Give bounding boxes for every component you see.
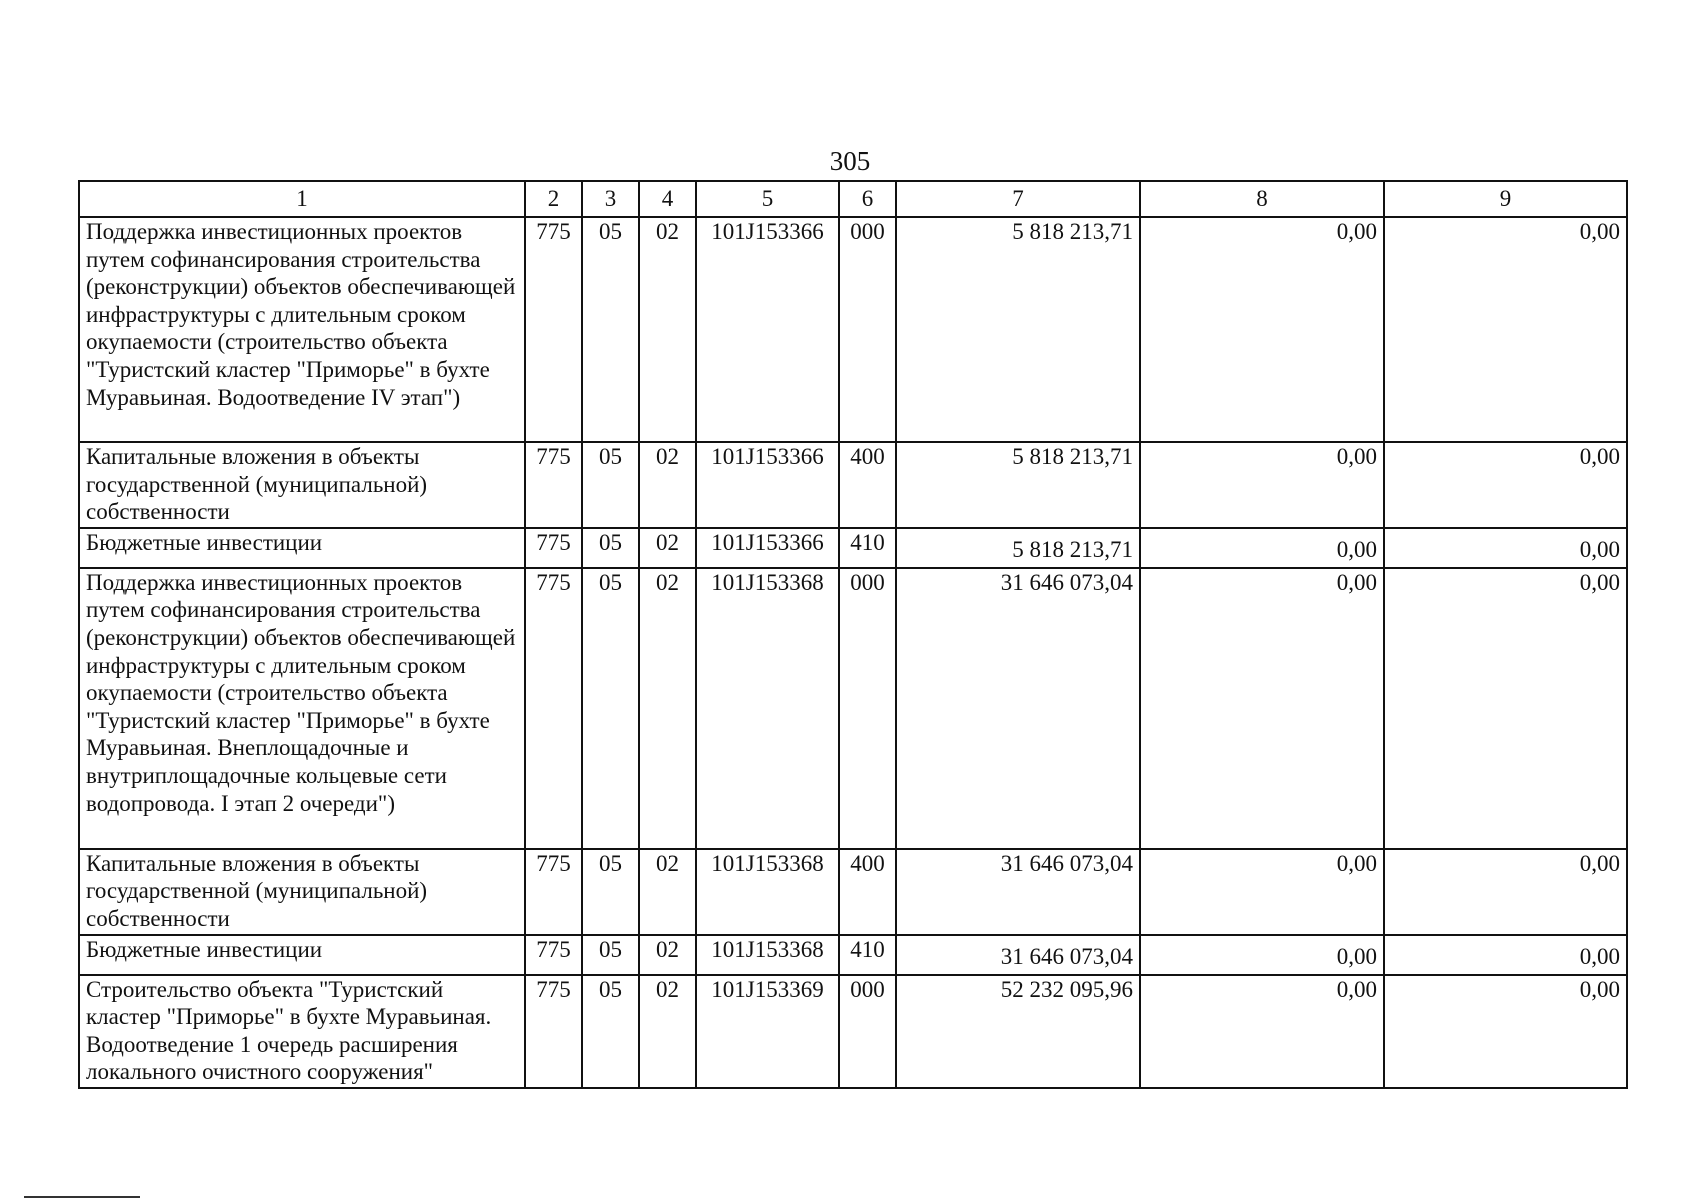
cell-col8: 0,00 <box>1140 849 1384 935</box>
cell-col6: 410 <box>839 935 896 975</box>
cell-col7: 31 646 073,04 <box>896 935 1140 975</box>
cell-col7: 5 818 213,71 <box>896 217 1140 442</box>
cell-col4: 02 <box>639 528 696 568</box>
cell-col4: 02 <box>639 217 696 442</box>
cell-col3: 05 <box>582 975 639 1088</box>
row-name-cell: Капитальные вложения в объекты государственной (муниципальной) собственности <box>79 442 525 528</box>
cell-col7: 31 646 073,04 <box>896 849 1140 935</box>
cell-col5: 101J153368 <box>696 849 839 935</box>
cell-col9: 0,00 <box>1384 442 1627 528</box>
cell-col3: 05 <box>582 528 639 568</box>
cell-col2: 775 <box>525 528 582 568</box>
cell-col5: 101J153368 <box>696 568 839 849</box>
row-name-cell: Поддержка инвестиционных проектов путем софинансирования строительства (реконструкции) объектов обеспечивающей инфраструктуры с длительным сроком окупаемости (строительство объекта "Туристский кластер "Приморье" в бухте Муравьиная. Водоотведение IV этап") <box>79 217 525 442</box>
cell-col3: 05 <box>582 935 639 975</box>
cell-col6: 410 <box>839 528 896 568</box>
cell-col2: 775 <box>525 935 582 975</box>
cell-col8: 0,00 <box>1140 442 1384 528</box>
cell-col5: 101J153366 <box>696 442 839 528</box>
cell-col4: 02 <box>639 568 696 849</box>
cell-col2: 775 <box>525 975 582 1088</box>
cell-col3: 05 <box>582 442 639 528</box>
cell-col8: 0,00 <box>1140 217 1384 442</box>
cell-col7: 5 818 213,71 <box>896 528 1140 568</box>
cell-col4: 02 <box>639 975 696 1088</box>
cell-col9: 0,00 <box>1384 528 1627 568</box>
header-cell: 1 <box>79 181 525 217</box>
row-name-cell: Капитальные вложения в объекты государственной (муниципальной) собственности <box>79 849 525 935</box>
row-name-cell: Бюджетные инвестиции <box>79 528 525 568</box>
footnote-divider <box>24 1196 140 1198</box>
cell-col7: 5 818 213,71 <box>896 442 1140 528</box>
header-cell: 5 <box>696 181 839 217</box>
cell-col5: 101J153368 <box>696 935 839 975</box>
cell-col3: 05 <box>582 217 639 442</box>
table-row <box>79 217 1627 442</box>
table-row <box>79 528 1627 568</box>
row-name-cell: Строительство объекта "Туристский кластер "Приморье" в бухте Муравьиная. Водоотведение 1 очередь расширения локального очистного сооружения" <box>79 975 525 1088</box>
row-name-cell: Бюджетные инвестиции <box>79 935 525 975</box>
cell-col8: 0,00 <box>1140 528 1384 568</box>
cell-col2: 775 <box>525 442 582 528</box>
cell-col6: 000 <box>839 568 896 849</box>
cell-col4: 02 <box>639 849 696 935</box>
cell-col6: 000 <box>839 217 896 442</box>
header-cell: 7 <box>896 181 1140 217</box>
cell-col9: 0,00 <box>1384 217 1627 442</box>
cell-col7: 31 646 073,04 <box>896 568 1140 849</box>
cell-col9: 0,00 <box>1384 849 1627 935</box>
cell-col8: 0,00 <box>1140 568 1384 849</box>
cell-col2: 775 <box>525 849 582 935</box>
row-name-cell: Поддержка инвестиционных проектов путем софинансирования строительства (реконструкции) объектов обеспечивающей инфраструктуры с длительным сроком окупаемости (строительство объекта "Туристский кластер "Приморье" в бухте Муравьиная. Внеплощадочные и внутриплощадочные кольцевые сети водопровода. I этап 2 очереди") <box>79 568 525 849</box>
header-cell: 8 <box>1140 181 1384 217</box>
header-cell: 9 <box>1384 181 1627 217</box>
cell-col3: 05 <box>582 568 639 849</box>
table-row <box>79 442 1627 528</box>
cell-col5: 101J153366 <box>696 217 839 442</box>
cell-col8: 0,00 <box>1140 975 1384 1088</box>
cell-col6: 000 <box>839 975 896 1088</box>
cell-col9: 0,00 <box>1384 568 1627 849</box>
table-row <box>79 849 1627 935</box>
cell-col9: 0,00 <box>1384 975 1627 1088</box>
header-cell: 3 <box>582 181 639 217</box>
cell-col5: 101J153369 <box>696 975 839 1088</box>
cell-col5: 101J153366 <box>696 528 839 568</box>
cell-col4: 02 <box>639 442 696 528</box>
header-row <box>79 181 1627 217</box>
header-cell: 2 <box>525 181 582 217</box>
table-row <box>79 975 1627 1088</box>
cell-col3: 05 <box>582 849 639 935</box>
budget-table <box>78 180 1628 1089</box>
cell-col9: 0,00 <box>1384 935 1627 975</box>
cell-col6: 400 <box>839 442 896 528</box>
table-row <box>79 935 1627 975</box>
cell-col2: 775 <box>525 568 582 849</box>
cell-col6: 400 <box>839 849 896 935</box>
cell-col8: 0,00 <box>1140 935 1384 975</box>
cell-col4: 02 <box>639 935 696 975</box>
page-number: 305 <box>829 146 871 176</box>
cell-col2: 775 <box>525 217 582 442</box>
cell-col7: 52 232 095,96 <box>896 975 1140 1088</box>
header-cell: 6 <box>839 181 896 217</box>
header-cell: 4 <box>639 181 696 217</box>
table-row <box>79 568 1627 849</box>
